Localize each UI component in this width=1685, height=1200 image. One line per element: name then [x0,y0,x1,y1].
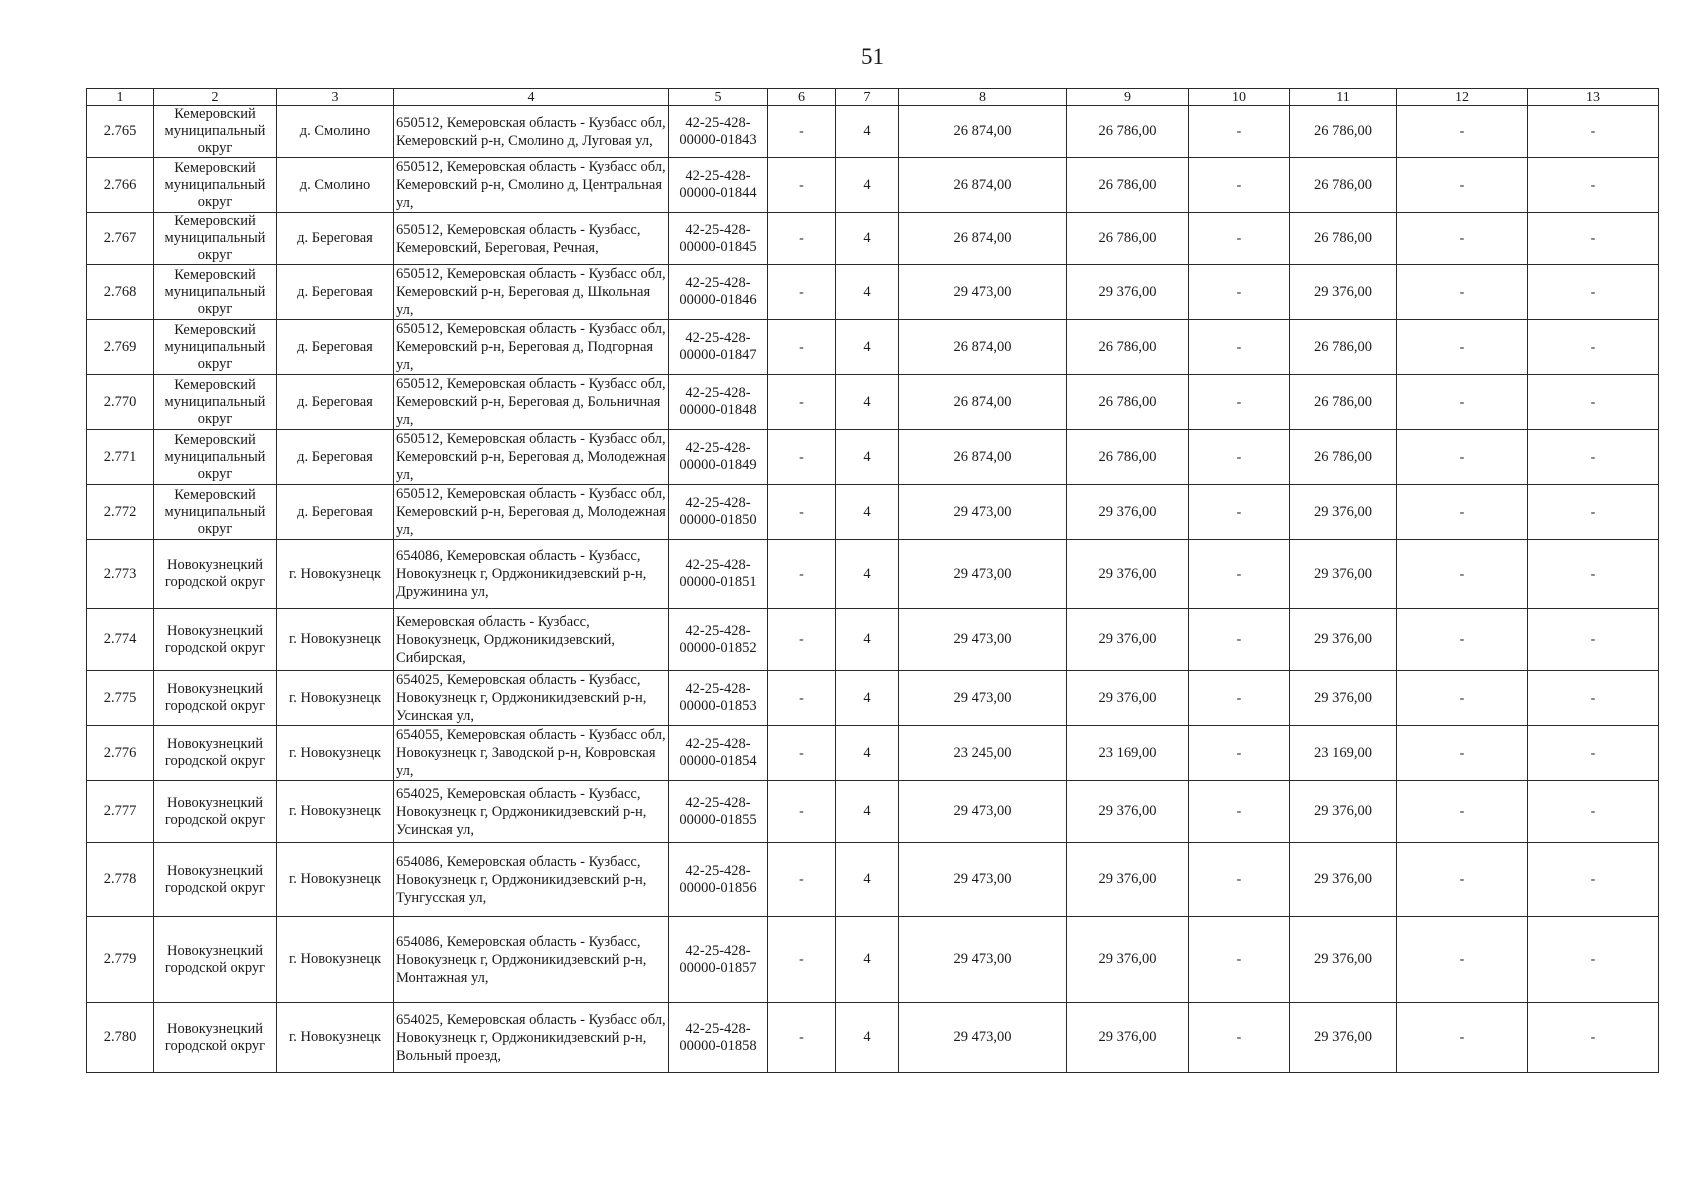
col10-cell: - [1189,917,1290,1003]
district-cell: Кемеровский муниципальный округ [154,375,277,430]
column-header: 13 [1528,89,1659,106]
col12-cell: - [1397,320,1528,375]
col10-cell: - [1189,265,1290,320]
col6-cell: - [768,485,836,540]
address-cell: 654025, Кемеровская область - Кузбасс, Новокузнецк г, Орджоникидзевский р-н, Усинская ул, [394,671,669,726]
col11-cell: 26 786,00 [1290,213,1397,265]
address-cell: 650512, Кемеровская область - Кузбасс обл, Кемеровский р-н, Береговая д, Молодежная ул, [394,485,669,540]
col12-cell: - [1397,671,1528,726]
col8-cell: 29 473,00 [899,485,1067,540]
col10-cell: - [1189,1003,1290,1073]
col9-cell: 29 376,00 [1067,671,1189,726]
settlement-cell: г. Новокузнецк [277,781,394,843]
row-number-cell: 2.765 [87,106,154,158]
col10-cell: - [1189,609,1290,671]
settlement-cell: г. Новокузнецк [277,609,394,671]
col9-cell: 29 376,00 [1067,917,1189,1003]
row-number-cell: 2.780 [87,1003,154,1073]
settlement-cell: д. Береговая [277,430,394,485]
col7-cell: 4 [836,671,899,726]
table-row [87,917,1659,1003]
col6-cell: - [768,430,836,485]
settlement-cell: г. Новокузнецк [277,540,394,609]
district-cell: Кемеровский муниципальный округ [154,485,277,540]
table-row [87,726,1659,781]
col10-cell: - [1189,213,1290,265]
col9-cell: 26 786,00 [1067,158,1189,213]
col8-cell: 23 245,00 [899,726,1067,781]
col7-cell: 4 [836,609,899,671]
district-cell: Кемеровский муниципальный округ [154,213,277,265]
column-header: 6 [768,89,836,106]
col9-cell: 29 376,00 [1067,843,1189,917]
col10-cell: - [1189,726,1290,781]
district-cell: Кемеровский муниципальный округ [154,158,277,213]
col8-cell: 29 473,00 [899,671,1067,726]
col6-cell: - [768,726,836,781]
column-header: 12 [1397,89,1528,106]
district-cell: Кемеровский муниципальный округ [154,320,277,375]
col9-cell: 26 786,00 [1067,106,1189,158]
col7-cell: 4 [836,213,899,265]
col11-cell: 29 376,00 [1290,917,1397,1003]
col9-cell: 29 376,00 [1067,540,1189,609]
district-cell: Новокузнецкий городской округ [154,726,277,781]
col9-cell: 29 376,00 [1067,485,1189,540]
district-cell: Новокузнецкий городской округ [154,781,277,843]
col13-cell: - [1528,671,1659,726]
col8-cell: 29 473,00 [899,917,1067,1003]
col13-cell: - [1528,375,1659,430]
col8-cell: 29 473,00 [899,265,1067,320]
row-number-cell: 2.779 [87,917,154,1003]
col13-cell: - [1528,1003,1659,1073]
col12-cell: - [1397,540,1528,609]
code-cell: 42-25-428-00000-01854 [669,726,768,781]
col8-cell: 26 874,00 [899,430,1067,485]
row-number-cell: 2.773 [87,540,154,609]
address-cell: 654086, Кемеровская область - Кузбасс, Новокузнецк г, Орджоникидзевский р-н, Монтажная ул, [394,917,669,1003]
settlement-cell: д. Береговая [277,485,394,540]
row-number-cell: 2.772 [87,485,154,540]
col11-cell: 29 376,00 [1290,671,1397,726]
column-header: 5 [669,89,768,106]
district-cell: Кемеровский муниципальный округ [154,265,277,320]
table-row [87,213,1659,265]
code-cell: 42-25-428-00000-01857 [669,917,768,1003]
row-number-cell: 2.778 [87,843,154,917]
district-cell: Новокузнецкий городской округ [154,843,277,917]
col8-cell: 26 874,00 [899,158,1067,213]
row-number-cell: 2.776 [87,726,154,781]
settlement-cell: г. Новокузнецк [277,1003,394,1073]
table-row [87,265,1659,320]
col10-cell: - [1189,540,1290,609]
column-header: 9 [1067,89,1189,106]
col12-cell: - [1397,213,1528,265]
table-row [87,781,1659,843]
col13-cell: - [1528,917,1659,1003]
col10-cell: - [1189,671,1290,726]
col11-cell: 26 786,00 [1290,320,1397,375]
col12-cell: - [1397,106,1528,158]
code-cell: 42-25-428-00000-01851 [669,540,768,609]
code-cell: 42-25-428-00000-01855 [669,781,768,843]
district-cell: Новокузнецкий городской округ [154,1003,277,1073]
col8-cell: 29 473,00 [899,540,1067,609]
address-cell: 654025, Кемеровская область - Кузбасс обл, Новокузнецк г, Орджоникидзевский р-н, Вольный проезд, [394,1003,669,1073]
col8-cell: 29 473,00 [899,609,1067,671]
code-cell: 42-25-428-00000-01847 [669,320,768,375]
code-cell: 42-25-428-00000-01844 [669,158,768,213]
col9-cell: 23 169,00 [1067,726,1189,781]
address-cell: 650512, Кемеровская область - Кузбасс обл, Кемеровский р-н, Смолино д, Центральная ул, [394,158,669,213]
settlement-cell: д. Береговая [277,213,394,265]
col6-cell: - [768,1003,836,1073]
col13-cell: - [1528,158,1659,213]
table-row [87,843,1659,917]
col7-cell: 4 [836,106,899,158]
col9-cell: 29 376,00 [1067,781,1189,843]
column-header: 11 [1290,89,1397,106]
col11-cell: 26 786,00 [1290,430,1397,485]
row-number-cell: 2.777 [87,781,154,843]
settlement-cell: г. Новокузнецк [277,671,394,726]
col9-cell: 26 786,00 [1067,430,1189,485]
settlement-cell: д. Береговая [277,320,394,375]
col10-cell: - [1189,375,1290,430]
col11-cell: 26 786,00 [1290,375,1397,430]
column-header: 10 [1189,89,1290,106]
col11-cell: 26 786,00 [1290,106,1397,158]
table-row [87,320,1659,375]
col6-cell: - [768,320,836,375]
col6-cell: - [768,265,836,320]
col12-cell: - [1397,726,1528,781]
col7-cell: 4 [836,1003,899,1073]
col6-cell: - [768,917,836,1003]
col13-cell: - [1528,781,1659,843]
col7-cell: 4 [836,430,899,485]
settlement-cell: д. Смолино [277,106,394,158]
col9-cell: 29 376,00 [1067,265,1189,320]
col12-cell: - [1397,375,1528,430]
col13-cell: - [1528,726,1659,781]
col7-cell: 4 [836,485,899,540]
col7-cell: 4 [836,726,899,781]
col13-cell: - [1528,430,1659,485]
col10-cell: - [1189,781,1290,843]
code-cell: 42-25-428-00000-01856 [669,843,768,917]
row-number-cell: 2.767 [87,213,154,265]
col7-cell: 4 [836,158,899,213]
col7-cell: 4 [836,265,899,320]
col11-cell: 29 376,00 [1290,265,1397,320]
col12-cell: - [1397,158,1528,213]
code-cell: 42-25-428-00000-01852 [669,609,768,671]
table-row [87,430,1659,485]
col11-cell: 29 376,00 [1290,843,1397,917]
col8-cell: 29 473,00 [899,781,1067,843]
col13-cell: - [1528,485,1659,540]
col11-cell: 29 376,00 [1290,485,1397,540]
col10-cell: - [1189,430,1290,485]
col8-cell: 29 473,00 [899,1003,1067,1073]
settlement-cell: д. Береговая [277,265,394,320]
col10-cell: - [1189,106,1290,158]
district-cell: Новокузнецкий городской округ [154,540,277,609]
col7-cell: 4 [836,320,899,375]
code-cell: 42-25-428-00000-01853 [669,671,768,726]
table-row [87,540,1659,609]
settlement-cell: д. Смолино [277,158,394,213]
col6-cell: - [768,106,836,158]
col8-cell: 29 473,00 [899,843,1067,917]
col9-cell: 26 786,00 [1067,375,1189,430]
col12-cell: - [1397,265,1528,320]
district-cell: Новокузнецкий городской округ [154,917,277,1003]
column-header: 1 [87,89,154,106]
col11-cell: 29 376,00 [1290,781,1397,843]
col10-cell: - [1189,158,1290,213]
address-cell: 650512, Кемеровская область - Кузбасс обл, Кемеровский р-н, Смолино д, Луговая ул, [394,106,669,158]
col12-cell: - [1397,917,1528,1003]
settlement-cell: г. Новокузнецк [277,917,394,1003]
address-cell: 650512, Кемеровская область - Кузбасс обл, Кемеровский р-н, Береговая д, Школьная ул, [394,265,669,320]
col13-cell: - [1528,320,1659,375]
address-cell: 654086, Кемеровская область - Кузбасс, Новокузнецк г, Орджоникидзевский р-н, Дружинина ул, [394,540,669,609]
column-header: 3 [277,89,394,106]
table-row [87,609,1659,671]
district-cell: Новокузнецкий городской округ [154,609,277,671]
col13-cell: - [1528,540,1659,609]
table-row [87,158,1659,213]
col6-cell: - [768,843,836,917]
col10-cell: - [1189,320,1290,375]
address-cell: Кемеровская область - Кузбасс, Новокузнецк, Орджоникидзевский, Сибирская, [394,609,669,671]
col6-cell: - [768,213,836,265]
address-cell: 650512, Кемеровская область - Кузбасс обл, Кемеровский р-н, Береговая д, Молодежная ул, [394,430,669,485]
table-row [87,671,1659,726]
address-cell: 650512, Кемеровская область - Кузбасс обл, Кемеровский р-н, Береговая д, Подгорная ул, [394,320,669,375]
col9-cell: 29 376,00 [1067,1003,1189,1073]
code-cell: 42-25-428-00000-01845 [669,213,768,265]
address-cell: 650512, Кемеровская область - Кузбасс обл, Кемеровский р-н, Береговая д, Больничная ул, [394,375,669,430]
col7-cell: 4 [836,540,899,609]
col11-cell: 26 786,00 [1290,158,1397,213]
row-number-cell: 2.766 [87,158,154,213]
col12-cell: - [1397,609,1528,671]
col12-cell: - [1397,843,1528,917]
col13-cell: - [1528,213,1659,265]
col13-cell: - [1528,106,1659,158]
col13-cell: - [1528,265,1659,320]
column-header: 4 [394,89,669,106]
col6-cell: - [768,375,836,430]
code-cell: 42-25-428-00000-01843 [669,106,768,158]
row-number-cell: 2.768 [87,265,154,320]
col11-cell: 29 376,00 [1290,540,1397,609]
col10-cell: - [1189,485,1290,540]
col12-cell: - [1397,485,1528,540]
code-cell: 42-25-428-00000-01849 [669,430,768,485]
col9-cell: 29 376,00 [1067,609,1189,671]
col12-cell: - [1397,781,1528,843]
row-number-cell: 2.775 [87,671,154,726]
address-cell: 650512, Кемеровская область - Кузбасс, Кемеровский, Береговая, Речная, [394,213,669,265]
col11-cell: 29 376,00 [1290,609,1397,671]
code-cell: 42-25-428-00000-01850 [669,485,768,540]
table-row [87,1003,1659,1073]
col6-cell: - [768,671,836,726]
district-cell: Новокузнецкий городской округ [154,671,277,726]
settlement-cell: г. Новокузнецк [277,843,394,917]
col12-cell: - [1397,430,1528,485]
district-cell: Кемеровский муниципальный округ [154,430,277,485]
row-number-cell: 2.774 [87,609,154,671]
col11-cell: 23 169,00 [1290,726,1397,781]
settlement-cell: г. Новокузнецк [277,726,394,781]
code-cell: 42-25-428-00000-01846 [669,265,768,320]
col8-cell: 26 874,00 [899,375,1067,430]
district-cell: Кемеровский муниципальный округ [154,106,277,158]
page-number: 51 [861,44,884,69]
code-cell: 42-25-428-00000-01858 [669,1003,768,1073]
col6-cell: - [768,158,836,213]
col6-cell: - [768,540,836,609]
settlement-cell: д. Береговая [277,375,394,430]
col8-cell: 26 874,00 [899,213,1067,265]
table-row [87,485,1659,540]
col11-cell: 29 376,00 [1290,1003,1397,1073]
column-header: 2 [154,89,277,106]
register-table [86,88,1659,1073]
code-cell: 42-25-428-00000-01848 [669,375,768,430]
col9-cell: 26 786,00 [1067,320,1189,375]
col13-cell: - [1528,609,1659,671]
col7-cell: 4 [836,917,899,1003]
address-cell: 654086, Кемеровская область - Кузбасс, Новокузнецк г, Орджоникидзевский р-н, Тунгусская ул, [394,843,669,917]
col7-cell: 4 [836,781,899,843]
col8-cell: 26 874,00 [899,106,1067,158]
column-header: 8 [899,89,1067,106]
row-number-cell: 2.771 [87,430,154,485]
address-cell: 654055, Кемеровская область - Кузбасс обл, Новокузнецк г, Заводской р-н, Ковровская ул, [394,726,669,781]
col9-cell: 26 786,00 [1067,213,1189,265]
column-number-row [87,89,1659,106]
column-header: 7 [836,89,899,106]
address-cell: 654025, Кемеровская область - Кузбасс, Новокузнецк г, Орджоникидзевский р-н, Усинская ул, [394,781,669,843]
row-number-cell: 2.769 [87,320,154,375]
col6-cell: - [768,781,836,843]
col10-cell: - [1189,843,1290,917]
table-row [87,375,1659,430]
col7-cell: 4 [836,843,899,917]
col8-cell: 26 874,00 [899,320,1067,375]
col12-cell: - [1397,1003,1528,1073]
row-number-cell: 2.770 [87,375,154,430]
col7-cell: 4 [836,375,899,430]
table-row [87,106,1659,158]
col6-cell: - [768,609,836,671]
col13-cell: - [1528,843,1659,917]
